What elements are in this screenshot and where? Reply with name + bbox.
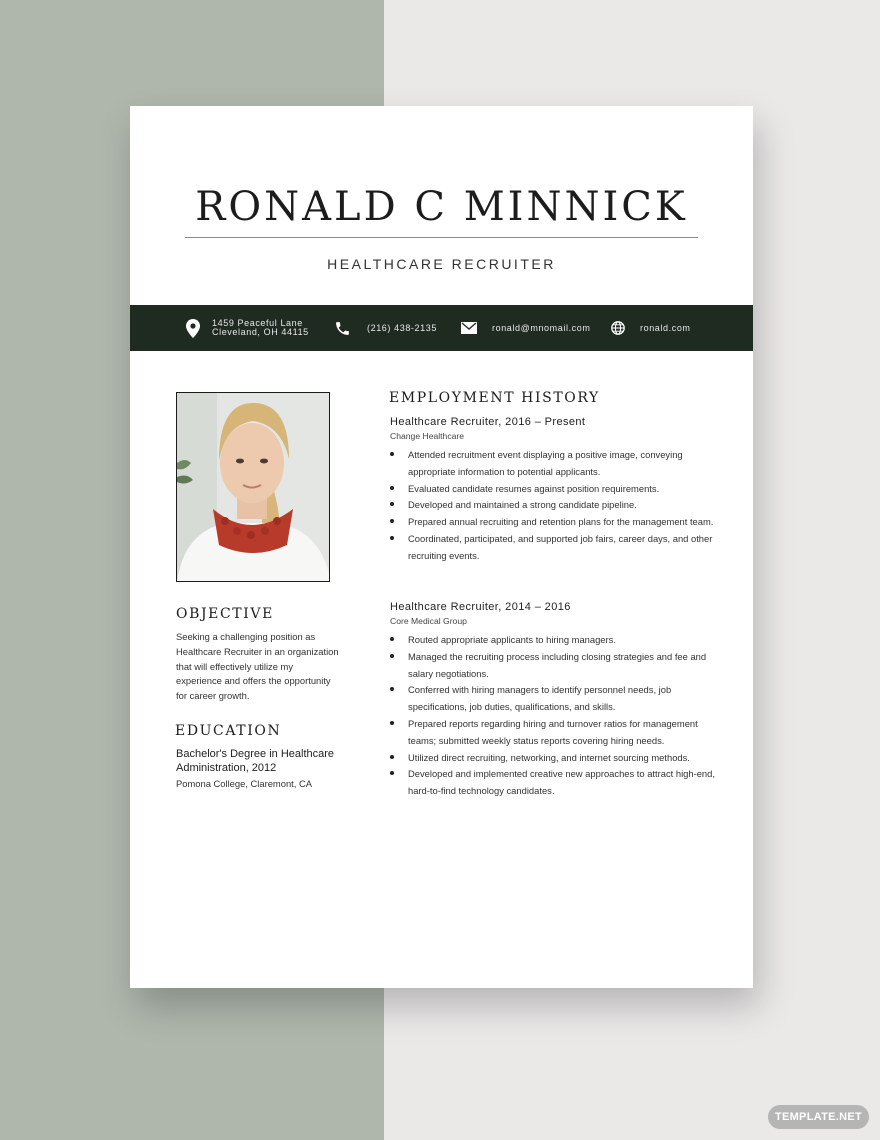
name-divider: [185, 237, 698, 238]
job-duties-list: [390, 632, 715, 800]
candidate-name: RONALD C MINNICK: [195, 184, 688, 230]
phone-number[interactable]: (216) 438-2135: [367, 322, 437, 333]
profile-photo: [176, 392, 330, 582]
job-entry: [390, 601, 715, 800]
contact-bar: [130, 305, 753, 351]
list-item: Coordinated, participated, and supported job fairs, career days, and other recruiting events.: [390, 531, 715, 565]
list-item: Attended recruitment event displaying a positive image, conveying appropriate information to potential applicants.: [390, 447, 715, 481]
list-item: Prepared annual recruiting and retention plans for the management team.: [390, 514, 715, 531]
list-item: Conferred with hiring managers to identify personnel needs, job specifications, job duties, qualifications, and skills.: [390, 682, 715, 716]
employment-heading: EMPLOYMENT HISTORY: [389, 390, 600, 406]
website-url[interactable]: ronald.com: [640, 322, 691, 333]
job-title: Healthcare Recruiter, 2016 – Present: [390, 416, 586, 428]
job-company: Core Medical Group: [390, 616, 467, 626]
contact-email: [461, 305, 590, 351]
location-pin-icon: [186, 319, 200, 338]
phone-icon: [334, 320, 351, 337]
job-entry: [390, 416, 715, 565]
email-address[interactable]: ronald@mnomail.com: [492, 322, 591, 333]
envelope-icon: [461, 322, 477, 334]
job-duties-list: [390, 447, 715, 565]
list-item: Developed and implemented creative new approaches to attract high-end, hard-to-find technology candidates.: [390, 766, 715, 800]
address-line-2: Cleveland, OH 44115: [212, 327, 309, 337]
contact-website: [611, 305, 691, 351]
list-item: Prepared reports regarding hiring and turnover ratios for management teams; submitted weekly status reports covering hiring needs.: [390, 716, 715, 750]
education-degree: Bachelor's Degree in Healthcare Administration, 2012: [176, 748, 335, 774]
job-company: Change Healthcare: [390, 431, 465, 441]
resume-page: [130, 106, 753, 988]
candidate-title: HEALTHCARE RECRUITER: [327, 256, 556, 272]
contact-address: [186, 305, 309, 351]
globe-icon: [611, 321, 625, 335]
job-title: Healthcare Recruiter, 2014 – 2016: [390, 601, 571, 613]
contact-phone: [334, 305, 437, 351]
objective-text: Seeking a challenging position as Healthcare Recruiter in an organization that will effectively utilize my experience and offers the opportunity for career growth.: [176, 631, 339, 702]
education-heading: EDUCATION: [175, 723, 282, 739]
template-watermark: TEMPLATE.NET: [768, 1105, 869, 1129]
list-item: Developed and maintained a strong candidate pipeline.: [390, 497, 715, 514]
list-item: Managed the recruiting process including closing strategies and fee and salary negotiations.: [390, 649, 715, 683]
list-item: Evaluated candidate resumes against position requirements.: [390, 481, 715, 498]
education-school: Pomona College, Claremont, CA: [176, 778, 313, 789]
objective-heading: OBJECTIVE: [176, 606, 274, 622]
list-item: Routed appropriate applicants to hiring managers.: [390, 632, 715, 649]
address-line-1: 1459 Peaceful Lane: [212, 318, 303, 328]
list-item: Utilized direct recruiting, networking, and internet sourcing methods.: [390, 750, 715, 767]
